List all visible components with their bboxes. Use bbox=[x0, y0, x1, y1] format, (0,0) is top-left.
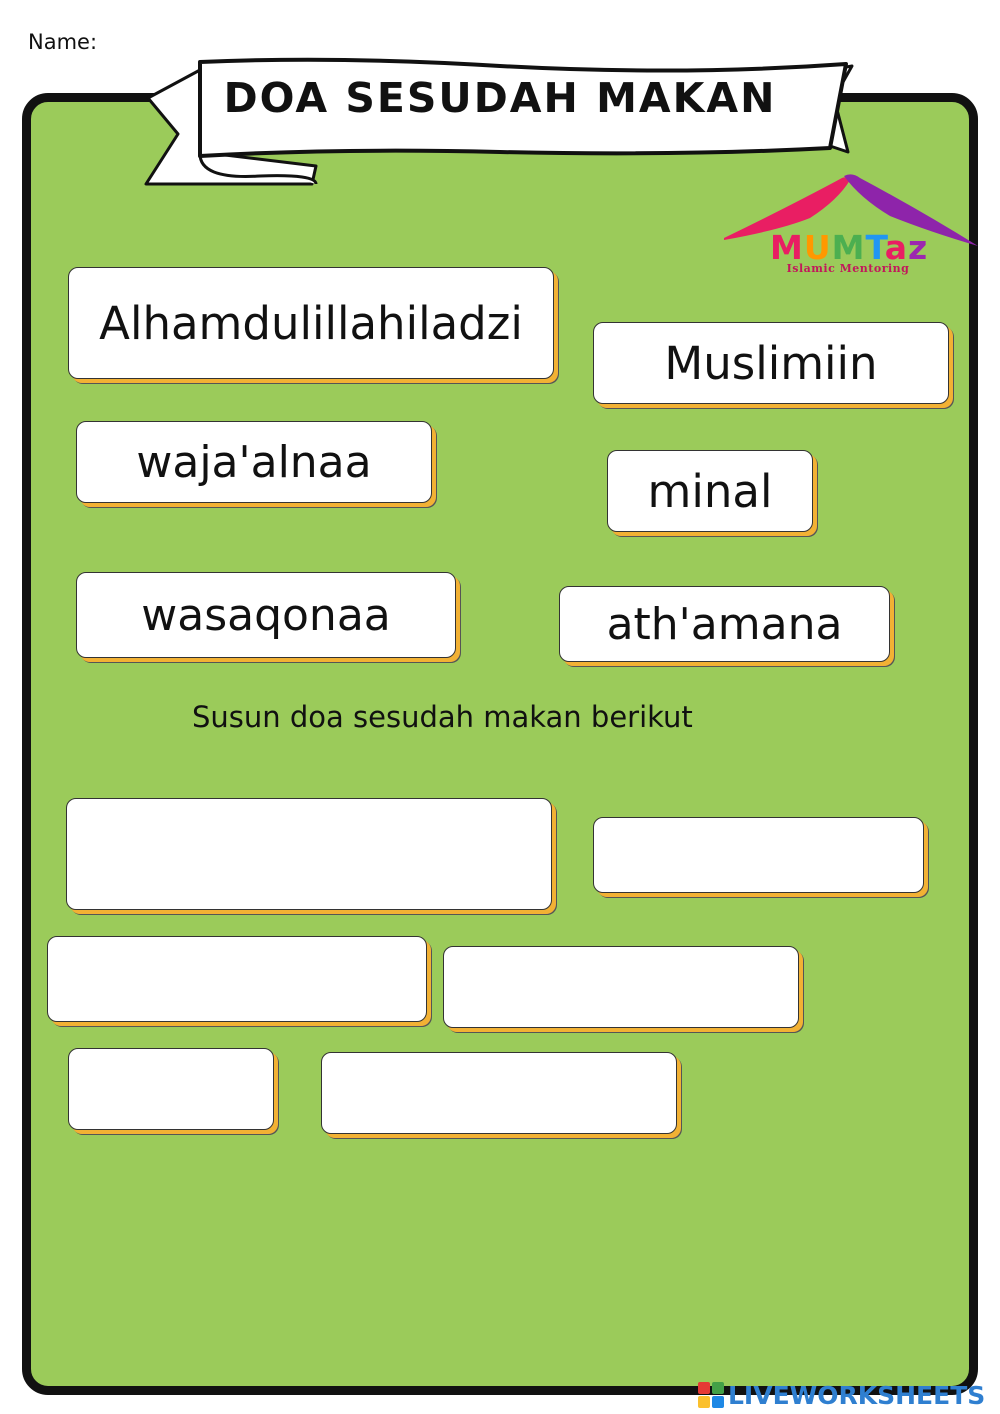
word-card-wasaqonaa[interactable] bbox=[76, 572, 456, 658]
word-card-minal[interactable] bbox=[607, 450, 813, 532]
mumtaz-logo-subtitle: Islamic Mentoring bbox=[786, 262, 910, 275]
logo-letter: T bbox=[865, 228, 885, 267]
word-card-label: Muslimiin bbox=[664, 336, 878, 390]
lw-block bbox=[712, 1382, 724, 1394]
word-card-muslimiin[interactable] bbox=[593, 322, 949, 404]
liveworksheets-footer bbox=[698, 1380, 985, 1410]
word-card-label: waja'alnaa bbox=[136, 436, 372, 488]
lw-block bbox=[698, 1396, 710, 1408]
word-card-athamana[interactable] bbox=[559, 586, 890, 662]
word-card-label: wasaqonaa bbox=[141, 589, 391, 641]
logo-letter: a bbox=[884, 228, 909, 267]
answer-slot-6[interactable] bbox=[321, 1052, 677, 1134]
instruction-text: Susun doa sesudah makan berikut bbox=[192, 700, 693, 734]
lw-block bbox=[712, 1396, 724, 1408]
logo-letter: U bbox=[803, 228, 832, 267]
word-card-label: ath'amana bbox=[606, 598, 843, 650]
word-card-wajaalnaa[interactable] bbox=[76, 421, 432, 503]
word-card-label: minal bbox=[647, 464, 773, 518]
logo-letter: M bbox=[831, 228, 866, 267]
answer-slot-2[interactable] bbox=[593, 817, 924, 893]
logo-letter: M bbox=[770, 228, 804, 267]
word-card-label: Alhamdulillahiladzi bbox=[99, 296, 523, 350]
liveworksheets-blocks-icon bbox=[698, 1382, 724, 1408]
name-label: Name: bbox=[28, 30, 98, 54]
answer-slot-1[interactable] bbox=[66, 798, 552, 910]
logo-letter: z bbox=[908, 228, 929, 267]
answer-slot-4[interactable] bbox=[443, 946, 799, 1028]
word-card-alhamdulillahiladzi[interactable] bbox=[68, 267, 554, 379]
lw-block bbox=[698, 1382, 710, 1394]
page-title: DOA SESUDAH MAKAN bbox=[223, 74, 777, 122]
liveworksheets-brand: LIVEWORKSHEETS bbox=[728, 1380, 986, 1410]
answer-slot-3[interactable] bbox=[47, 936, 427, 1022]
answer-slot-5[interactable] bbox=[68, 1048, 274, 1130]
